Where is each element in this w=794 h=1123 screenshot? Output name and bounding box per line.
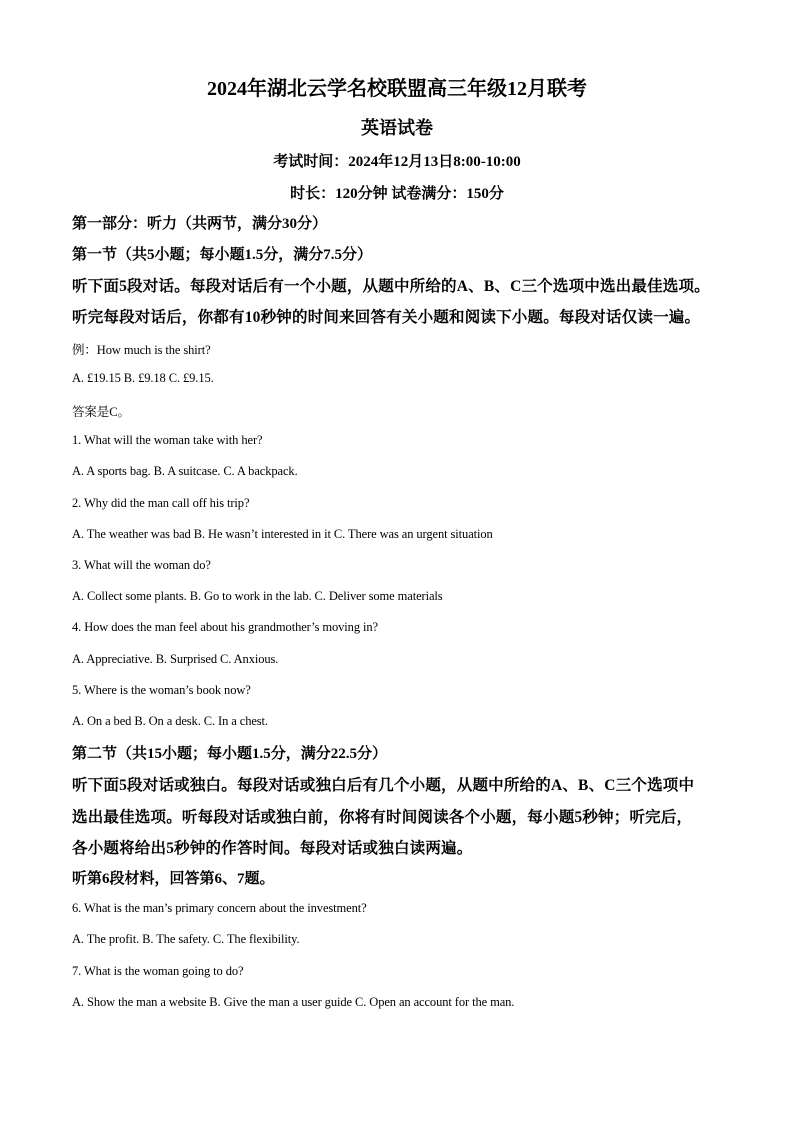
section2-heading: 第二节（共15小题；每小题1.5分，满分22.5分） [72, 746, 388, 762]
section2-instruction-line: 各小题将给出5秒钟的作答时间。每段对话或独白读两遍。 [72, 840, 473, 857]
exam-title: 2024年湖北云学名校联盟高三年级12月联考 [207, 78, 587, 100]
example-question: 例：How much is the shirt? [72, 343, 211, 357]
question-4: 4. How does the man feel about his grandmother’s moving in? [72, 620, 378, 634]
question-6-options: A. The profit. B. The safety. C. The flexibility. [72, 932, 300, 946]
question-2-options: A. The weather was bad B. He wasn’t interested in it C. There was an urgent situation [72, 527, 493, 541]
question-4-options: A. Appreciative. B. Surprised C. Anxious. [72, 652, 279, 666]
question-6: 6. What is the man’s primary concern about the investment? [72, 901, 367, 915]
section1-instruction-line: 听完每段对话后，你都有10秒钟的时间来回答有关小题和阅读下小题。每段对话仅读一遍。 [72, 309, 701, 326]
question-3: 3. What will the woman do? [72, 558, 211, 572]
question-1: 1. What will the woman take with her? [72, 433, 263, 447]
question-7: 7. What is the woman going to do? [72, 964, 244, 978]
material-6-heading: 听第6段材料，回答第6、7题。 [72, 871, 275, 887]
exam-subtitle: 英语试卷 [361, 118, 433, 138]
question-5-options: A. On a bed B. On a desk. C. In a chest. [72, 714, 268, 728]
example-options: A. £19.15 B. £9.18 C. £9.15. [72, 371, 214, 385]
question-5: 5. Where is the woman’s book now? [72, 683, 251, 697]
question-2: 2. Why did the man call off his trip? [72, 496, 250, 510]
section2-instruction-line: 听下面5段对话或独白。每段对话或独白后有几个小题，从题中所给的A、B、C三个选项中 [72, 777, 695, 794]
exam-duration: 时长：120分钟 试卷满分：150分 [290, 186, 504, 202]
question-1-options: A. A sports bag. B. A suitcase. C. A backpack. [72, 464, 298, 478]
section1-heading: 第一节（共5小题；每小题1.5分，满分7.5分） [72, 247, 373, 263]
exam-time: 考试时间：2024年12月13日8:00-10:00 [273, 154, 521, 170]
example-answer: 答案是C。 [72, 405, 130, 419]
part1-heading: 第一部分：听力（共两节，满分30分） [72, 216, 328, 232]
section2-instruction-line: 选出最佳选项。听每段对话或独白前，你将有时间阅读各个小题，每小题5秒钟；听完后， [72, 809, 693, 826]
question-7-options: A. Show the man a website B. Give the man a user guide C. Open an account for the man. [72, 995, 515, 1009]
section1-instruction-line: 听下面5段对话。每段对话后有一个小题，从题中所给的A、B、C三个选项中选出最佳选项。 [72, 278, 710, 295]
question-3-options: A. Collect some plants. B. Go to work in the lab. C. Deliver some materials [72, 589, 443, 603]
